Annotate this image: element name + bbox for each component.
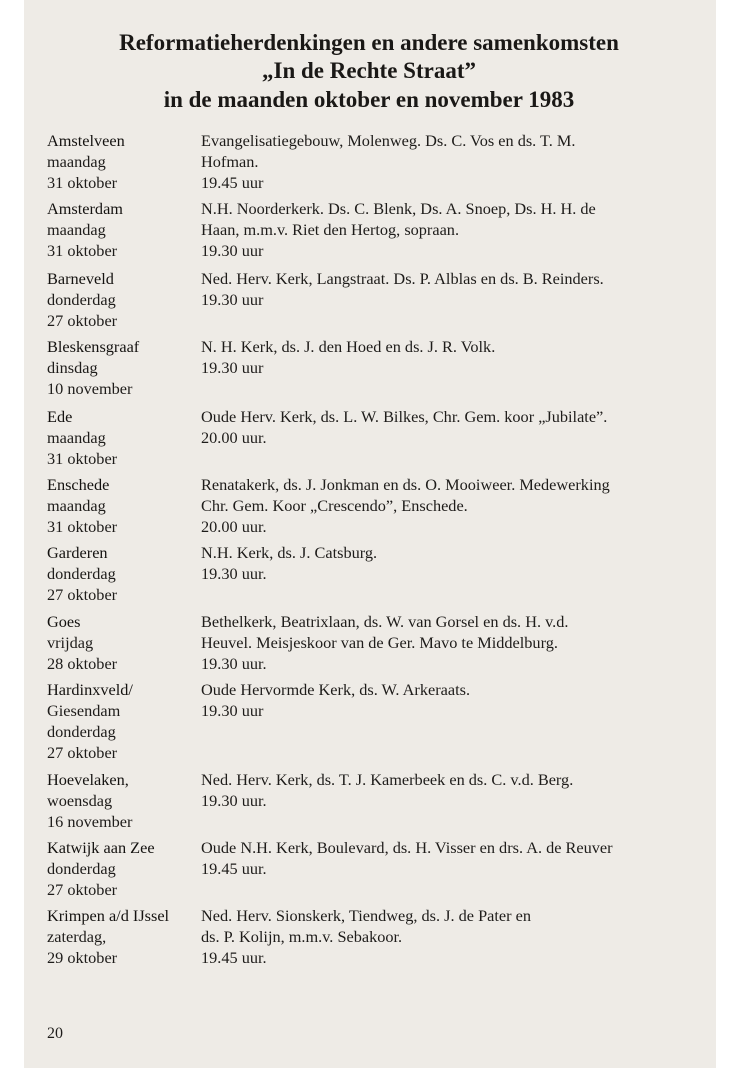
- event-detail-line: Ned. Herv. Kerk, Langstraat. Ds. P. Alblas en ds. B. Reinders.: [201, 269, 604, 288]
- event-place: Hardinxveld/: [47, 680, 133, 699]
- event-place: Amsterdam: [47, 199, 123, 218]
- event-date: 16 november: [47, 812, 133, 831]
- event-details: [201, 905, 701, 968]
- event-location-date: [47, 542, 207, 605]
- event-detail-line: Renatakerk, ds. J. Jonkman en ds. O. Mooiweer. Medewerking: [201, 475, 610, 494]
- event-date: maandag: [47, 220, 106, 239]
- event-date: donderdag: [47, 564, 116, 583]
- event-details: [201, 837, 701, 879]
- event-location-date: [47, 769, 207, 832]
- event-place: Goes: [47, 612, 81, 631]
- event-date: Giesendam: [47, 701, 121, 720]
- event-detail-line: 19.30 uur.: [201, 564, 267, 583]
- event-date: donderdag: [47, 290, 116, 309]
- event-date: 27 oktober: [47, 880, 118, 899]
- event-location-date: [47, 130, 207, 193]
- event-detail-line: Bethelkerk, Beatrixlaan, ds. W. van Gorsel en ds. H. v.d.: [201, 612, 569, 631]
- event-place: Bleskensgraaf: [47, 337, 140, 356]
- event-details: [201, 542, 701, 584]
- event-detail-line: 19.45 uur: [201, 173, 264, 192]
- event-detail-line: 19.30 uur: [201, 241, 264, 260]
- event-place: Garderen: [47, 543, 108, 562]
- event-date: 31 oktober: [47, 517, 118, 536]
- event-details: [201, 611, 701, 674]
- page-title-line-3: in de maanden oktober en november 1983: [163, 87, 575, 112]
- event-place: Ede: [47, 407, 73, 426]
- event-place: Katwijk aan Zee: [47, 838, 155, 857]
- event-detail-line: 19.30 uur: [201, 290, 264, 309]
- event-detail-line: N.H. Noorderkerk. Ds. C. Blenk, Ds. A. Snoep, Ds. H. H. de: [201, 199, 596, 218]
- event-detail-line: N.H. Kerk, ds. J. Catsburg.: [201, 543, 378, 562]
- event-details: [201, 679, 701, 721]
- event-date: 31 oktober: [47, 173, 118, 192]
- event-date: maandag: [47, 152, 106, 171]
- event-place: Barneveld: [47, 269, 114, 288]
- event-details: [201, 406, 701, 448]
- event-detail-line: Hofman.: [201, 152, 259, 171]
- event-date: 27 oktober: [47, 311, 118, 330]
- event-detail-line: 19.45 uur.: [201, 948, 267, 967]
- event-detail-line: 20.00 uur.: [201, 428, 267, 447]
- event-date: vrijdag: [47, 633, 94, 652]
- event-detail-line: 19.30 uur.: [201, 654, 267, 673]
- event-detail-line: ds. P. Kolijn, m.m.v. Sebakoor.: [201, 927, 403, 946]
- event-place: Krimpen a/d IJssel: [47, 906, 170, 925]
- event-detail-line: 19.30 uur: [201, 358, 264, 377]
- event-location-date: [47, 474, 207, 537]
- event-place: Enschede: [47, 475, 110, 494]
- event-location-date: [47, 406, 207, 469]
- event-detail-line: 19.30 uur: [201, 701, 264, 720]
- event-detail-line: 19.30 uur.: [201, 791, 267, 810]
- event-detail-line: Oude N.H. Kerk, Boulevard, ds. H. Visser en drs. A. de Reuver: [201, 838, 613, 857]
- event-details: [201, 336, 701, 378]
- event-details: [201, 198, 701, 261]
- event-details: [201, 474, 701, 537]
- event-date: maandag: [47, 428, 106, 447]
- event-location-date: [47, 679, 207, 763]
- page-title-line-2: „In de Rechte Straat”: [262, 58, 476, 83]
- event-date: woensdag: [47, 791, 113, 810]
- event-details: [201, 268, 701, 310]
- event-date: 27 oktober: [47, 585, 118, 604]
- event-detail-line: 19.45 uur.: [201, 859, 267, 878]
- event-location-date: [47, 611, 207, 674]
- event-detail-line: Oude Herv. Kerk, ds. L. W. Bilkes, Chr. Gem. koor „Jubilate”.: [201, 407, 608, 426]
- event-date: 29 oktober: [47, 948, 118, 967]
- event-date: 31 oktober: [47, 241, 118, 260]
- event-date: 28 oktober: [47, 654, 118, 673]
- event-detail-line: 20.00 uur.: [201, 517, 267, 536]
- event-date: 10 november: [47, 379, 133, 398]
- event-detail-line: Ned. Herv. Kerk, ds. T. J. Kamerbeek en ds. C. v.d. Berg.: [201, 770, 574, 789]
- event-location-date: [47, 905, 207, 968]
- event-date: maandag: [47, 496, 106, 515]
- event-detail-line: Oude Hervormde Kerk, ds. W. Arkeraats.: [201, 680, 471, 699]
- event-details: [201, 130, 701, 193]
- page-number: 20: [47, 1025, 63, 1042]
- event-details: [201, 769, 701, 811]
- event-location-date: [47, 198, 207, 261]
- event-location-date: [47, 336, 207, 399]
- event-detail-line: Haan, m.m.v. Riet den Hertog, sopraan.: [201, 220, 460, 239]
- event-date: donderdag: [47, 722, 116, 741]
- event-detail-line: N. H. Kerk, ds. J. den Hoed en ds. J. R. Volk.: [201, 337, 496, 356]
- event-date: 31 oktober: [47, 449, 118, 468]
- event-date: zaterdag,: [47, 927, 107, 946]
- page-title-line-1: Reformatieherdenkingen en andere samenkomsten: [119, 30, 619, 55]
- event-detail-line: Ned. Herv. Sionskerk, Tiendweg, ds. J. de Pater en: [201, 906, 531, 925]
- event-date: donderdag: [47, 859, 116, 878]
- event-location-date: [47, 837, 207, 900]
- event-detail-line: Heuvel. Meisjeskoor van de Ger. Mavo te Middelburg.: [201, 633, 558, 652]
- event-date: dinsdag: [47, 358, 98, 377]
- event-location-date: [47, 268, 207, 331]
- event-date: 27 oktober: [47, 743, 118, 762]
- event-place: Amstelveen: [47, 131, 125, 150]
- event-place: Hoevelaken,: [47, 770, 129, 789]
- event-detail-line: Evangelisatiegebouw, Molenweg. Ds. C. Vos en ds. T. M.: [201, 131, 576, 150]
- event-detail-line: Chr. Gem. Koor „Crescendo”, Enschede.: [201, 496, 468, 515]
